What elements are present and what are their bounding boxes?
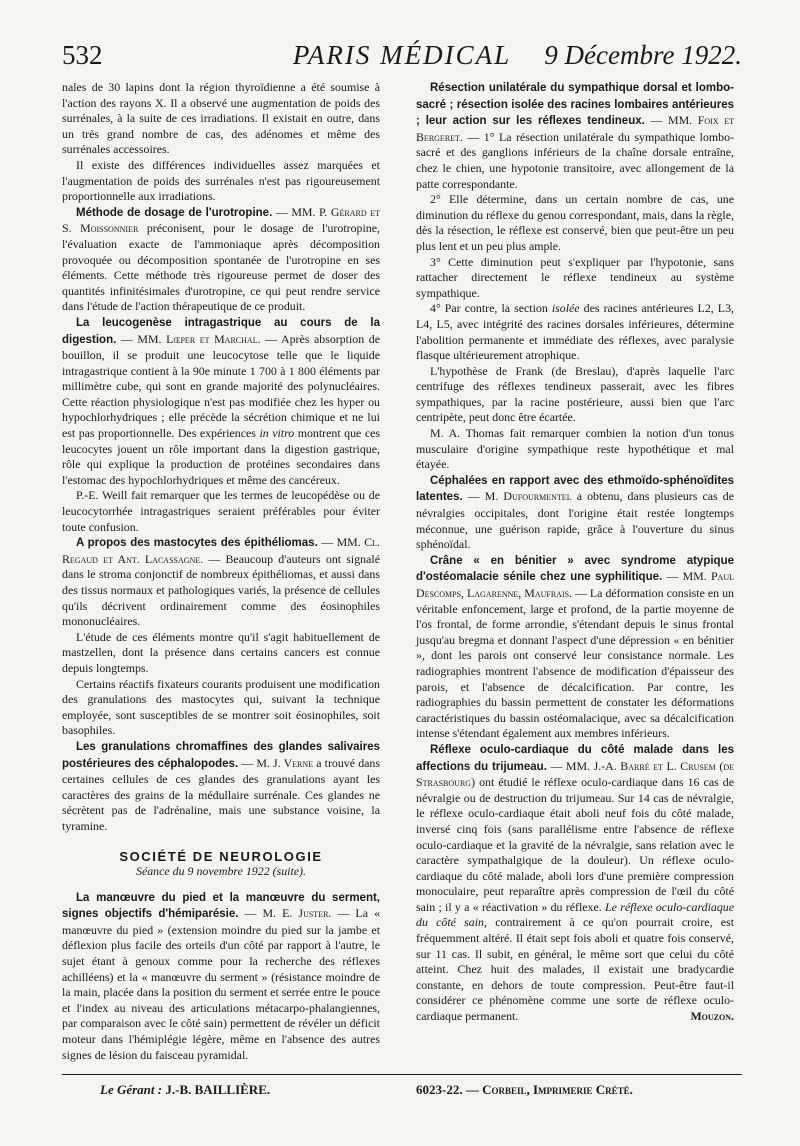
entry-authors: — MM. Foix et Bergeret. [416, 113, 734, 144]
issue-date: 9 Décembre 1922. [544, 40, 742, 70]
entry-text: — La déformation consiste en un véritable enfoncement, large et profond, de la partie moyenne de l'os frontal, de forme arrondie, s'étendant depuis le sinus frontal jusqu'au bregma et donnant l'aspect d'une dépression « en bénitier », dont les parois ont conservé leur consistance normale. Les radiographies montrent l'absence de modification d'épaisseur des parois, et l'absence de décalcification. Par contre, les radiographies du bassin permettent de constater les déformations caractéristiques du bassin ostéomalacique, avec sa décalcification intense s'étendant également aux membres inférieurs. [416, 586, 734, 741]
entry-authors: — MM. P. Gérard et S. Moissonnier [62, 204, 380, 236]
entry-text: a obtenu, dans plusieurs cas de névralgies occipitales, dont l'origine était restée longtemps méconnue, une guérison rapide, grâce à l'ouverture du sinus sphénoïdal. [416, 489, 735, 552]
article-columns [62, 80, 742, 1080]
paragraph: P.-E. Weill fait remarquer que les termes de leucopédèse ou de leucocytorrhée intragastriques seraient préférables pour éviter toute confusion. [62, 488, 380, 534]
entry-text: ont étudié le réflexe oculo-cardiaque dans 16 cas de névralgie ou de destruction du trijumeau. Sur 14 cas de névralgie, le réflexe oculo-cardiaque était aboli neuf fois du côté malade, inversé cinq fois (sans parallélisme entre l'absence de réflexe oculo-cardiaque et la gravité de la névralgie, sans relation avec le caractère sympathalgique de la douleur). Un réflexe oculo-cardiaque du côté malade, aboli lors d'une première compression monoculaire, peut reparaître après compression de l'œil du côté sain ; il y a « réactivation » du réflexe. [416, 775, 734, 914]
entry-authors: — MM. J.-A. Barré et L. Crusem (de Strasbourg) [416, 758, 734, 790]
paragraph [62, 739, 380, 835]
paragraph [416, 553, 734, 742]
printer-line: 6023-22. — Corbeil, Imprimerie Crété. [416, 1082, 633, 1097]
entry-authors: — MM. Cl. Regaud et Ant. Lacassagne. [62, 535, 381, 566]
entry-authors: — M. J. Verne [238, 755, 314, 770]
paragraph [62, 535, 380, 630]
paragraph: 3° Cette diminution peut s'expliquer par l'hypotonie, sans rattacher directement le réflexe tendineux au système sympathique. [416, 254, 734, 300]
author-signature: Mouzon. [690, 1009, 734, 1024]
entry-text: a trouvé dans certaines cellules de ces glandes des granulations ayant les caractères des grains de la médullaire surrénale. Ces glandes ne sécrètent pas de l'adrénaline, mais une substance voisine, la tyramine. [62, 755, 380, 833]
entry-text: des racines antérieures L2, L3, L4, L5, avec intégrité des racines dorsales inférieures, détermine l'abolition permanente et immédiate des réflexes, avec paralysie flasque ultérieurement atrophique. [416, 301, 734, 363]
entry-italic: isolée [547, 301, 580, 316]
entry-italic: in vitro [255, 426, 295, 441]
entry-text: 4° Par contre, la section [430, 301, 548, 316]
entry-text: — La « manœuvre du pied » (extension moindre du pied sur la jambe et déflexion plus facile des orteils d'un côté par rapport à l'autre, le sujet étant à genoux comme pour la recherche des réflexes achilléens) et la « manœuvre du serment » (résistance moindre de la main, placée dans la position du serment et serrée entre le pouce et l'index au niveau des articulations métacarpo-phalangiennes, par comparaison avec le côté sain) permettent de révéler un déficit moteur dans l'hémiplégie légère, même en l'absence des autres signes de lésion du faisceau pyramidal. [62, 906, 381, 1062]
gerant-label: Le Gérant : [100, 1082, 163, 1097]
paragraph: M. A. Thomas fait remarquer combien la notion d'un tonus musculaire d'origine sympathique reste hypothétique et mal étayée. [416, 426, 734, 472]
entry-authors: — M. E. Juster. [238, 906, 332, 921]
paragraph: 2° Elle détermine, dans un certain nombre de cas, une diminution du réflexe du genou correspondant, mais, dans la règle, dès la résection, le réflexe est conservé, bien que peut-être un peu plus lent et un peu plus ample. [416, 192, 734, 253]
page-footer [100, 1082, 740, 1098]
paragraph: L'hypothèse de Frank (de Breslau), d'après laquelle l'arc centrifuge des réflexes tendineux passerait, avec les fibres sympathiques, par la racine postérieure, aussi bien que l'arc centripète, peut donc être écartée. [416, 363, 734, 425]
entry-title: Résection unilatérale du sympathique dorsal et lombo-sacré ; résection isolée des racines lombaires antérieures ; leur action sur les réflexes tendineux. [416, 82, 734, 128]
page-header [62, 40, 742, 76]
entry-title: La manœuvre du pied et la manœuvre du serment, signes objectifs d'hémiparésie. [62, 891, 380, 921]
entry-title: Céphalées en rapport avec des ethmoïdo-sphénoïdites latentes. [416, 474, 734, 504]
entry-text: préconisent, pour le dosage de l'urotropine, l'évaluation exacte de l'ammoniaque après décomposition provoquée ou décomposition spontanée de l'urotropine en ses éléments. Cette méthode très rigoureuse permet de doser des quantités infinitésimales d'urotropine, ce qui peut rendre service dans l'étude de l'action thérapeutique de ce produit. [62, 221, 380, 314]
entry-title: Crâne « en bénitier » avec syndrome atypique d'ostéomalacie sénile chez une syphilitique. [416, 554, 734, 584]
page-number: 532 [62, 40, 103, 70]
entry-authors: — MM. Lœper et Marchal. [116, 331, 261, 346]
entry-text: — Beaucoup d'auteurs ont signalé dans le stroma conjonctif de nombreux épithéliomas, et aussi dans des tissus normaux et pathologiques variés, la présence de cellules qu'ils décrivent ordinairement comme des éosinophiles mononucléaires. [62, 551, 380, 629]
session-line: Séance du 9 novembre 1922 (suite). [136, 864, 306, 879]
paragraph [416, 80, 734, 192]
left-column [62, 80, 380, 1063]
journal-title: PARIS MÉDICAL [292, 40, 512, 70]
section-heading: SOCIÉTÉ DE NEUROLOGIE [119, 848, 323, 864]
paragraph [62, 890, 380, 1064]
entry-italic: Le réflexe oculo-cardiaque du côté sain, [416, 899, 734, 930]
paragraph [62, 315, 380, 489]
gerant-name: J.-B. BAILLIÈRE. [165, 1082, 271, 1097]
entry-text: montrent que ces leucocytes jouent un rôle important dans la digestion gastrique, rôle qui explique la production de protéines secondaires dans l'estomac des hypochlorhydriques et même des cancéreux. [62, 426, 380, 487]
paragraph: Certains réactifs fixateurs courants produisent une modification des granulations des mastocytes qui, suivant la technique employée, sont susceptibles de se montrer soit éosinophiles, soit basophiles. [62, 676, 380, 738]
entry-text: — 1° La résection unilatérale du sympathique lombo-sacré et des ganglions inférieurs de la chaîne dorsale entraîne, chez le chien, une hypotonie transitoire, avec allongement de la patte correspondante. [416, 129, 734, 191]
entry-text: — Après absorption de bouillon, il se produit une leucocytose telle que le liquide intragastrique contient à la 90e minute 1 700 à 1 800 éléments par millimètre cube, qui sont en grande majorité des polynucléaires. Cette réaction physiologique n'est pas modifiée chez les hyper ou hypochlorhydriques ; elle précède la sécrétion chimique et ne lui est pas proportionnelle. Des expériences [62, 331, 380, 441]
entry-title: Les granulations chromaffines des glandes salivaires postérieures des céphalopodes. [62, 740, 380, 770]
entry-title: Réflexe oculo-cardiaque du côté malade dans les affections du trijumeau. [416, 743, 734, 773]
entry-title: La leucogenèse intragastrique au cours de la digestion. [62, 316, 380, 346]
right-column [416, 80, 734, 1025]
paragraph: L'étude de ces éléments montre qu'il s'agit habituellement de mastzellen, dont la présence dans certains cancers est connue depuis longtemps. [62, 629, 380, 675]
entry-title: A propos des mastocytes des épithéliomas. [76, 537, 318, 550]
paragraph [416, 742, 734, 1025]
paragraph [416, 301, 734, 363]
entry-authors: — MM. Paul Descomps, Lagarenne, Maufrais. [416, 569, 734, 600]
paragraph: nales de 30 lapins dont la région thyroïdienne a été soumise à l'action des rayons X. Il a observé une augmentation de poids des surrénales, à la suite de ces irradiations. Il existait en outre, dans un très grand nombre de cas, des adénomes et même des surrénales accessoires. [62, 80, 380, 157]
footer-rule [62, 1074, 742, 1075]
entry-text: contrairement à ce qu'on pourrait croire, est fréquemment altéré. Il était sept fois aboli et quatre fois conservé, sur 11 cas. Il subit, en général, le même sort que celui du côté atteint. Chez huit des malades, il existait une bradycardie constante, en dehors de toute compression. Peut-être faut-il considérer ce phénomène comme une sorte de réflexe oculo-cardiaque permanent. [416, 915, 735, 1024]
paragraph [62, 205, 380, 315]
paragraph [416, 473, 734, 553]
paragraph: Il existe des différences individuelles assez marquées et l'augmentation de poids des surrénales n'est pas rigoureusement proportionnelle aux irradiations. [62, 157, 380, 204]
entry-title: Méthode de dosage de l'urotropine. [76, 206, 273, 219]
entry-authors: — M. Dufourmentel [462, 489, 572, 504]
